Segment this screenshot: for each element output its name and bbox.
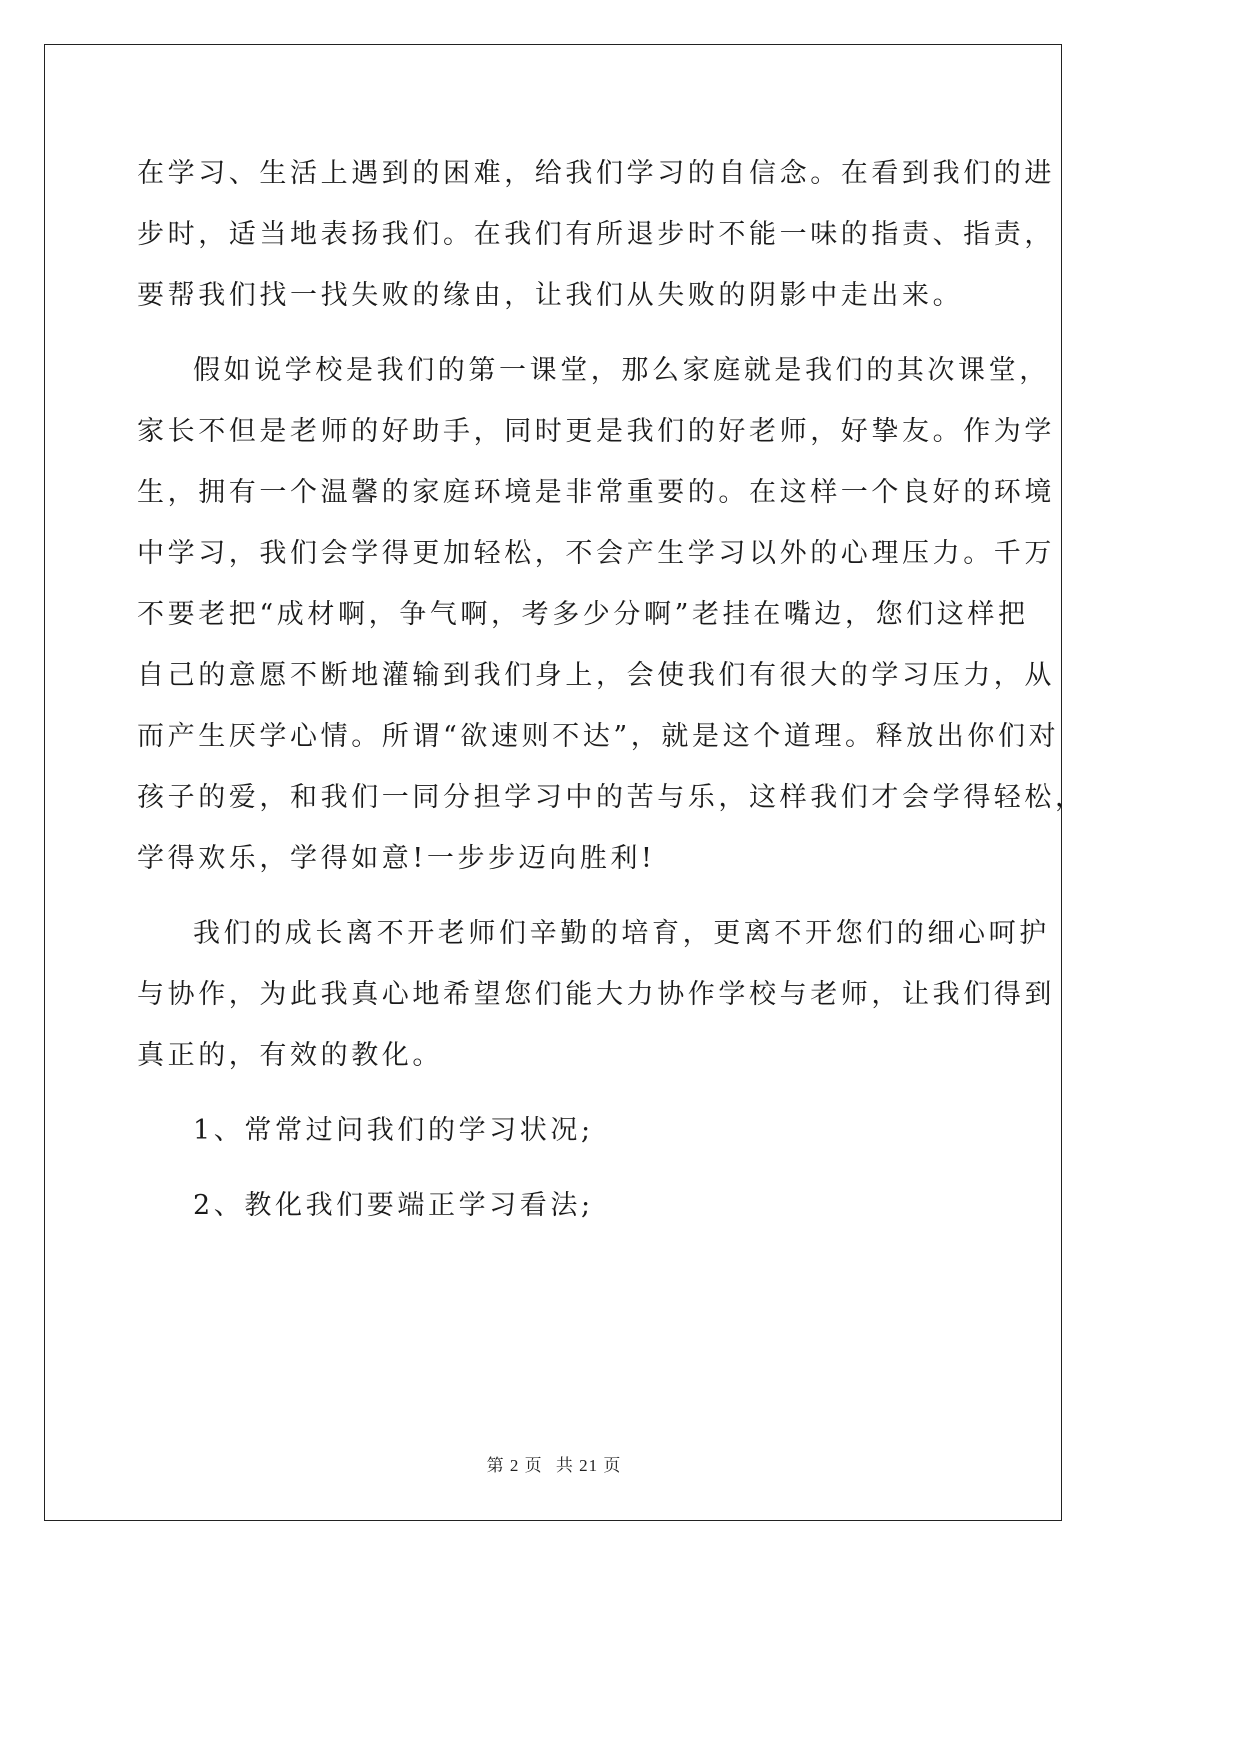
text-line: 假如说学校是我们的第一课堂，那么家庭就是我们的其次课堂， bbox=[193, 355, 1050, 386]
text-line: 不要老把“成材啊，争气啊，考多少分啊”老挂在嘴边，您们这样把 bbox=[137, 599, 1029, 630]
text-line: 生，拥有一个温馨的家庭环境是非常重要的。在这样一个良好的环境 bbox=[137, 477, 1055, 508]
page-number: 第 2 页 bbox=[486, 1456, 543, 1475]
page-footer bbox=[0, 1451, 1108, 1476]
text-line: 自己的意愿不断地灌输到我们身上，会使我们有很大的学习压力，从 bbox=[137, 660, 1055, 691]
list-item bbox=[137, 1175, 987, 1236]
text-line: 1、常常过问我们的学习状况; bbox=[193, 1115, 594, 1146]
text-line: 学得欢乐，学得如意!一步步迈向胜利! bbox=[137, 843, 656, 874]
paragraph bbox=[137, 340, 1086, 889]
list-item bbox=[137, 1100, 987, 1161]
paragraph bbox=[137, 143, 1055, 326]
paragraph bbox=[137, 903, 1055, 1086]
text-line: 在学习、生活上遇到的困难，给我们学习的自信念。在看到我们的进 bbox=[137, 158, 1055, 189]
text-line: 我们的成长离不开老师们辛勤的培育，更离不开您们的细心呵护 bbox=[193, 918, 1050, 949]
text-line: 中学习，我们会学得更加轻松，不会产生学习以外的心理压力。千万 bbox=[137, 538, 1055, 569]
text-line: 要帮我们找一找失败的缘由，让我们从失败的阴影中走出来。 bbox=[137, 280, 964, 311]
text-line: 与协作，为此我真心地希望您们能大力协作学校与老师，让我们得到 bbox=[137, 979, 1055, 1010]
text-line: 2、教化我们要端正学习看法; bbox=[193, 1190, 594, 1221]
text-line: 而产生厌学心情。所谓“欲速则不达”，就是这个道理。释放出你们对 bbox=[137, 721, 1060, 752]
document-body bbox=[137, 143, 1086, 1236]
text-line: 步时，适当地表扬我们。在我们有所退步时不能一味的指责、指责， bbox=[137, 219, 1055, 250]
text-line: 孩子的爱，和我们一同分担学习中的苦与乐，这样我们才会学得轻松， bbox=[137, 782, 1086, 813]
text-line: 真正的，有效的教化。 bbox=[137, 1040, 443, 1071]
text-line: 家长不但是老师的好助手，同时更是我们的好老师，好挚友。作为学 bbox=[137, 416, 1055, 447]
page-total: 共 21 页 bbox=[555, 1456, 622, 1475]
